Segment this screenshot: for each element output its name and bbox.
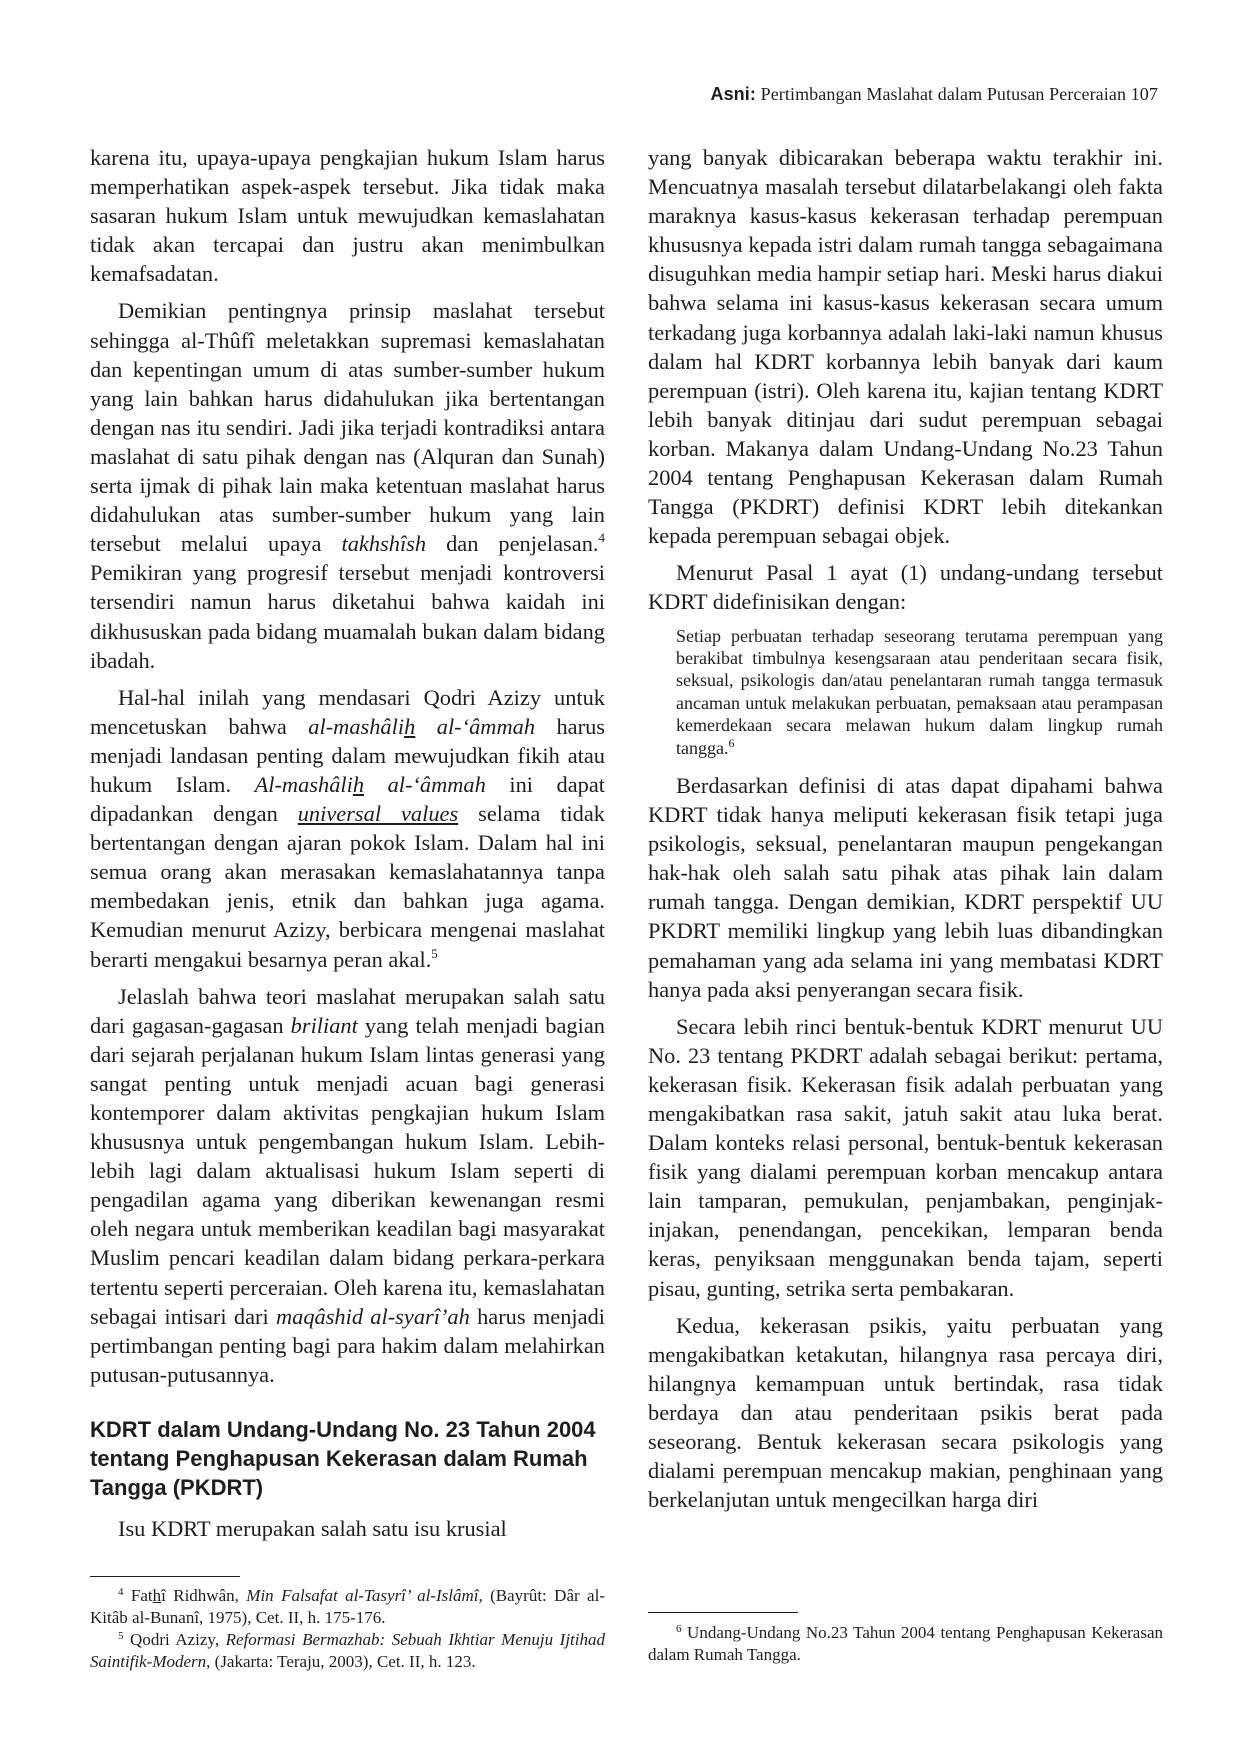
right-column [648, 143, 1163, 1522]
italic-title: Reformasi Bermazhab: Sebuah Ikhtiar Menuju Ijtihad Saintifik-Modern [90, 1630, 605, 1671]
footnote-ref[interactable]: 4 [598, 530, 605, 546]
text-run: harus menjadi pertimbangan penting bagi para hakim dalam melahirkan putusan-putusannya. [90, 1303, 605, 1387]
footnote-number: 5 [118, 1630, 124, 1642]
italic-term: briliant [290, 1012, 358, 1038]
text-run: dan penjelasan. [426, 531, 599, 557]
paragraph [90, 683, 605, 974]
paragraph [90, 982, 605, 1389]
header-author: Asni: [710, 84, 756, 104]
footnotes-left [90, 1585, 605, 1673]
paragraph: Kedua, kekerasan psikis, yaitu perbuatan yang mengakibatkan ketakutan, hilangnya rasa percaya diri, hilangnya kemampuan untuk bertindak, rasa tidak berdaya dan atau penderitaan psikis berat pada seseorang. Bentuk kekerasan secara psikologis yang dialami perempuan mencakup makian, penghinaan yang berkelanjutan untuk mengecilkan harga diri [648, 1312, 1163, 1513]
left-column [90, 143, 605, 1551]
paragraph: yang banyak dibicarakan beberapa waktu terakhir ini. Mencuatnya masalah tersebut dilatarbelakangi oleh fakta maraknya kasus-kasus kekerasan terhadap perempuan khususnya kepada istri dalam rumah tangga sebagaimana disuguhkan media hampir setiap hari. Meski harus diakui bahwa selama ini kasus-kasus kekerasan secara umum terkadang juga korbannya adalah laki-laki namun khusus dalam hal KDRT korbannya lebih banyak dari kaum perempuan (istri). Oleh karena itu, kajian tentang KDRT lebih banyak ditinjau dari sudut perempuan sebagai korban. Makanya dalam Undang-Undang No.23 Tahun 2004 tentang Penghapusan Kekerasan dalam Rumah Tangga (PKDRT) definisi KDRT lebih ditekankan kepada perempuan sebagai objek. [648, 145, 1163, 549]
footnote: $^5$ Qodri Azizy, Reformasi Bermazhab: Sebuah Ikhtiar Menuju Ijtihad Saintifik-Modern, (Jakarta: Teraju, 2003), Cet. II, h. 123. [90, 1630, 605, 1671]
text-run: Jelaslah bahwa teori maslahat merupakan salah satu dari gagasan-gagasan [90, 983, 605, 1038]
italic-term: universal values [297, 801, 459, 827]
paragraph: Menurut Pasal 1 ayat (1) undang-undang tersebut KDRT didefinisikan dengan: [648, 560, 1163, 615]
running-head [710, 84, 1158, 105]
italic-term: maqâshid al-syarî’ah [275, 1303, 470, 1329]
paragraph: Isu KDRT merupakan salah satu isu krusial [118, 1515, 507, 1541]
text-run: harus menjadi landasan penting dalam mewujudkan fikih atau hukum Islam. [90, 713, 605, 797]
footnote: $^6$ Undang-Undang No.23 Tahun 2004 tentang Penghapusan Kekerasan dalam Rumah Tangga. [648, 1623, 1163, 1664]
page-number: 107 [1130, 84, 1158, 104]
text-run: yang telah menjadi bagian dari sejarah perjalanan hukum Islam lintas generasi yang sangat penting untuk menjadi acuan bagi generasi kontemporer dalam aktivitas pengkajian hukum Islam khususnya untuk pengembangan hukum Islam. Lebih-lebih lagi dalam aktualisasi hukum Islam seperti di pengadilan agama yang diberikan kewenangan resmi oleh negara untuk memberikan keadilan bagi masyarakat Muslim pencari keadilan dalam bidang perkara-perkara tertentu seperti perceraian. Oleh karena itu, kemaslahatan sebagai intisari dari [90, 1012, 605, 1329]
footnote-divider [648, 1612, 798, 1613]
section-heading: KDRT dalam Undang-Undang No. 23 Tahun 2004 tentang Penghapusan Kekerasan dalam Rumah Tangga (PKDRT) [90, 1416, 596, 1500]
quote-text: Setiap perbuatan terhadap seseorang terutama perempuan yang berakibat timbulnya kesengsaraan atau penderitaan secara fisik, seksual, psikologis dan/atau penelantaran rumah tangga termasuk ancaman untuk melakukan perbuatan, pemaksaan atau perampasan kemerdekaan secara melawan hukum dalam lingkup rumah tangga. [676, 625, 1163, 758]
block-quote [676, 625, 1163, 759]
footnote-ref[interactable]: 6 [728, 735, 735, 750]
footnote-number: 6 [676, 1623, 682, 1635]
footnotes-right [648, 1622, 1163, 1666]
header-title: Pertimbangan Maslahat dalam Putusan Perceraian [760, 84, 1127, 104]
paragraph: karena itu, upaya-upaya pengkajian hukum Islam harus memperhatikan aspek-aspek tersebut. Jika tidak maka sasaran hukum Islam untuk mewujudkan kemaslahatan tidak akan tercapai dan justru akan menimbulkan kemafsadatan. [90, 145, 605, 287]
footnote-number: 4 [118, 1586, 124, 1598]
italic-title: Min Falsafat al-Tasyrî’ al-Islâmî, [246, 1586, 483, 1605]
paragraph [90, 296, 605, 674]
text-run: ini dapat dipadankan dengan [90, 771, 605, 827]
paragraph: Secara lebih rinci bentuk-bentuk KDRT menurut UU No. 23 tentang PKDRT adalah sebagai berikut: pertama, kekerasan fisik. Kekerasan fisik adalah perbuatan yang mengakibatkan rasa sakit, jatuh sakit atau luka berat. Dalam konteks relasi personal, bentuk-bentuk kekerasan fisik yang dialami perempuan korban mencakup antara lain tamparan, pemukulan, penjambakan, penginjak-injakan, penendangan, pencekikan, lemparan benda keras, penyiksaan menggunakan benda tajam, seperti pisau, gunting, setrika serta pembakaran. [648, 1013, 1163, 1301]
text-run: Pemikiran yang progresif tersebut menjadi kontroversi tersendiri namun harus diketahui bahwa kaidah ini dikhususkan pada bidang muamalah bukan dalam bidang ibadah. [90, 560, 605, 673]
footnote: $^4$ Fathî Ridhwân, Min Falsafat al-Tasyrî’ al-Islâmî, (Bayrût: Dâr al-Kitâb al-Bunanî, 1975), Cet. II, h. 175-176. [90, 1586, 605, 1627]
italic-term: takhshîsh [341, 531, 427, 557]
text-run: Demikian pentingnya prinsip maslahat tersebut sehingga al-Thûfî meletakkan supremasi kemaslahatan dan kepentingan umum di atas sumber-sumber hukum yang lain bahkan harus didahulukan jika bertentangan dengan nas itu sendiri. Jadi jika terjadi kontradiksi antara maslahat di satu pihak dengan nas (Alquran dan Sunah) serta ijmak di pihak lain maka ketentuan maslahat harus didahulukan atas sumber-sumber hukum yang lain tersebut melalui upaya [90, 298, 605, 557]
text-run: selama tidak bertentangan dengan ajaran pokok Islam. Dalam hal ini semua orang akan merasakan kemaslahatannya tanpa membedakan jenis, etnik dan bahkan juga agama. Kemudian menurut Azizy, berbicara mengenai maslahat berarti mengakui besarnya peran akal. [90, 801, 605, 972]
paragraph: Berdasarkan definisi di atas dapat dipahami bahwa KDRT tidak hanya meliputi kekerasan fisik tetapi juga psikologis, seksual, penelantaran maupun pengekangan hak-hak oleh salah satu pihak atas pihak lain dalam rumah tangga. Dengan demikian, KDRT perspektif UU PKDRT memiliki lingkup yang lebih luas dibandingkan pemahaman yang ada selama ini yang membatasi KDRT hanya pada aksi penyerangan secara fisik. [648, 772, 1163, 1002]
text-run: Hal-hal inilah yang mendasari Qodri Azizy untuk mencetuskan bahwa [90, 684, 605, 739]
footnote-divider [90, 1576, 240, 1577]
footnote-ref[interactable]: 5 [431, 945, 438, 961]
italic-term: Al-mashâlih al-‘âmmah [254, 771, 486, 797]
italic-term: al-mashâlih al-‘âmmah [308, 713, 536, 739]
